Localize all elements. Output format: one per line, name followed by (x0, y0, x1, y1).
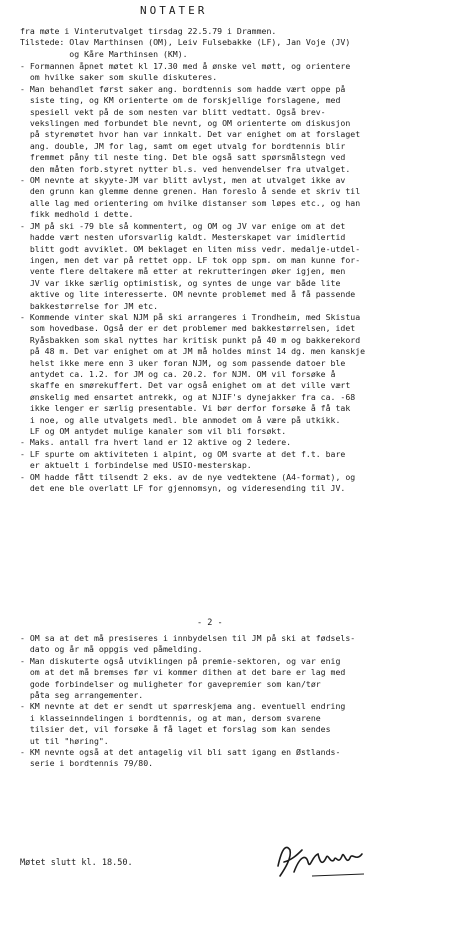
text-line: som hovedbase. Også der er det problemer med bakkestørrelsen, idet (20, 323, 356, 334)
text-line: - Man diskuterte også utviklingen på premie-sektoren, og var enig (20, 655, 341, 666)
text-line: helst ikke mere enn 3 uker foran NJM, og som passende datoer ble (20, 357, 346, 368)
text-line: fikk medhold i dette. (20, 209, 134, 220)
text-line: den grunn kan glemme denne grenen. Han foreslo å sende et skriv til (20, 186, 361, 197)
text-line: ang. double, JM for lag, samt om eget utvalg for bordtennis blir (20, 140, 346, 151)
text-line: dato og år må oppgis ved påmelding. (20, 644, 203, 655)
document-title: NOTATER (140, 4, 208, 17)
handwritten-signature (272, 836, 368, 886)
text-line: ingen, men det var på rettet opp. LF tok opp spm. om man kunne for- (20, 254, 361, 265)
text-line: om at det må bremses før vi kommer dithen at det bare er lag med (20, 667, 346, 678)
text-line: antydet ca. 1.2. for JM og ca. 20.2. for NJM. OM vil forsøke å (20, 368, 336, 379)
text-line: vente flere deltakere må etter at rekrutteringen øker igjen, men (20, 266, 346, 277)
text-line: serie i bordtennis 79/80. (20, 758, 154, 769)
text-line: - OM nevnte at skyyte-JM var blitt avlyst, men at utvalget ikke av (20, 175, 346, 186)
text-line: påta seg arrangementer. (20, 690, 144, 701)
text-line: tilsier det, vil forsøke å få laget et forslag som kan sendes (20, 724, 331, 735)
text-line: - OM sa at det må presiseres i innbydelsen til JM på ski at fødsels- (20, 633, 356, 643)
header-line: Tilstede: Olav Marthinsen (OM), Leiv Fulsebakke (LF), Jan Voje (JV) (20, 37, 351, 48)
text-line: ønskelig med ensartet antrekk, og at NJIF's dynejakker fra ca. -68 (20, 391, 356, 402)
text-line: alle lag med orientering om hvilke distanser som løpes etc., og han (20, 197, 361, 208)
text-line: - Man behandlet først saker ang. bordtennis som hadde vært oppe på (20, 83, 346, 94)
header-line: fra møte i Vinterutvalget tirsdag 22.5.79 i Drammen. (20, 26, 277, 36)
text-line: - KM nevnte at det er sendt ut spørreskjema ang. eventuell endring (20, 701, 346, 712)
text-line: hadde vært nesten uforsvarlig kaldt. Mesterskapet var imidlertid (20, 232, 346, 243)
text-line: - Formannen åpnet møtet kl 17.30 med å ønske vel møtt, og orientere (20, 61, 351, 71)
header-line: og Kåre Marthinsen (KM). (20, 48, 188, 59)
notes-section-1 (20, 61, 445, 494)
meeting-header (20, 26, 445, 60)
text-line: LF og OM antydet mulige kanaler som vil bli forsøkt. (20, 426, 287, 436)
text-line: - JM på ski -79 ble så kommentert, og OM og JV var enige om at det (20, 220, 346, 231)
text-line: bakkestørrelse for JM etc. (20, 300, 159, 311)
text-line: - Kommende vinter skal NJM på ski arrangeres i Trondheim, med Skistua (20, 311, 361, 322)
text-line: Ryåsbakken som skal nyttes har kritisk punkt på 40 m og bakkerekord (20, 334, 361, 345)
meeting-closing: Møtet slutt kl. 18.50. (20, 858, 133, 868)
text-line: i klasseinndelingen i bordtennis, og at man, dersom svarene (20, 712, 321, 723)
text-line: er aktuelt i forbindelse med USIO-mesterskap. (20, 460, 252, 471)
text-line: gode forbindelser og muligheter for gavepremier som kan/tør (20, 678, 321, 689)
notes-section-2 (20, 633, 445, 770)
text-line: i noe, og alle utvalgets medl. ble anmodet om å være på utkikk. (20, 414, 341, 425)
text-line: siste ting, og KM orienterte om de forskjellige forslagene, med (20, 95, 341, 106)
text-line: JV var ikke særlig optimistisk, og syntes de unge var både lite (20, 277, 341, 288)
text-line: på styremøtet hvor han var innkalt. Det var enighet om at forslaget (20, 129, 361, 140)
text-line: - Maks. antall fra hvert land er 12 aktive og 2 ledere. (20, 437, 292, 448)
text-line: - OM hadde fått tilsendt 2 eks. av de nye vedtektene (A4-format), og (20, 471, 356, 482)
text-line: om hvilke saker som skulle diskuteres. (20, 72, 218, 83)
text-line: skaffe en smørekuffert. Det var også enighet om at det ville vært (20, 380, 351, 391)
text-line: - LF spurte om aktiviteten i alpint, og OM svarte at det f.t. bare (20, 448, 346, 459)
text-line: spesiell vekt på de som nesten var blitt vedtatt. Også brev- (20, 106, 326, 117)
text-line: ikke lenger er særlig presentable. Vi bør derfor forsøke å få tak (20, 403, 351, 414)
text-line: ut til "høring". (20, 735, 109, 746)
text-line: - KM nevnte også at det antagelig vil bli satt igang en Østlands- (20, 747, 341, 758)
text-line: blitt godt avviklet. OM beklaget en liten miss vedr. medalje-utdel- (20, 243, 361, 254)
text-line: vekslingen med forbundet ble nevnt, og OM orienterte om diskusjon (20, 118, 351, 129)
text-line: det ene ble overlatt LF for gjennomsyn, og videresending til JV. (20, 483, 346, 494)
text-line: aktive og lite interesserte. OM nevnte problemet med å få passende (20, 289, 356, 300)
text-line: fremmet påny til neste ting. Det ble også satt spørsmålstegn ved (20, 152, 346, 163)
text-line: den måten forb.styret nytter bl.s. ved henvendelser fra utvalget. (20, 163, 351, 174)
page-number-marker: - 2 - (197, 618, 223, 628)
text-line: på 48 m. Det var enighet om at JM må holdes minst 14 dg. men kanskje (20, 346, 366, 357)
